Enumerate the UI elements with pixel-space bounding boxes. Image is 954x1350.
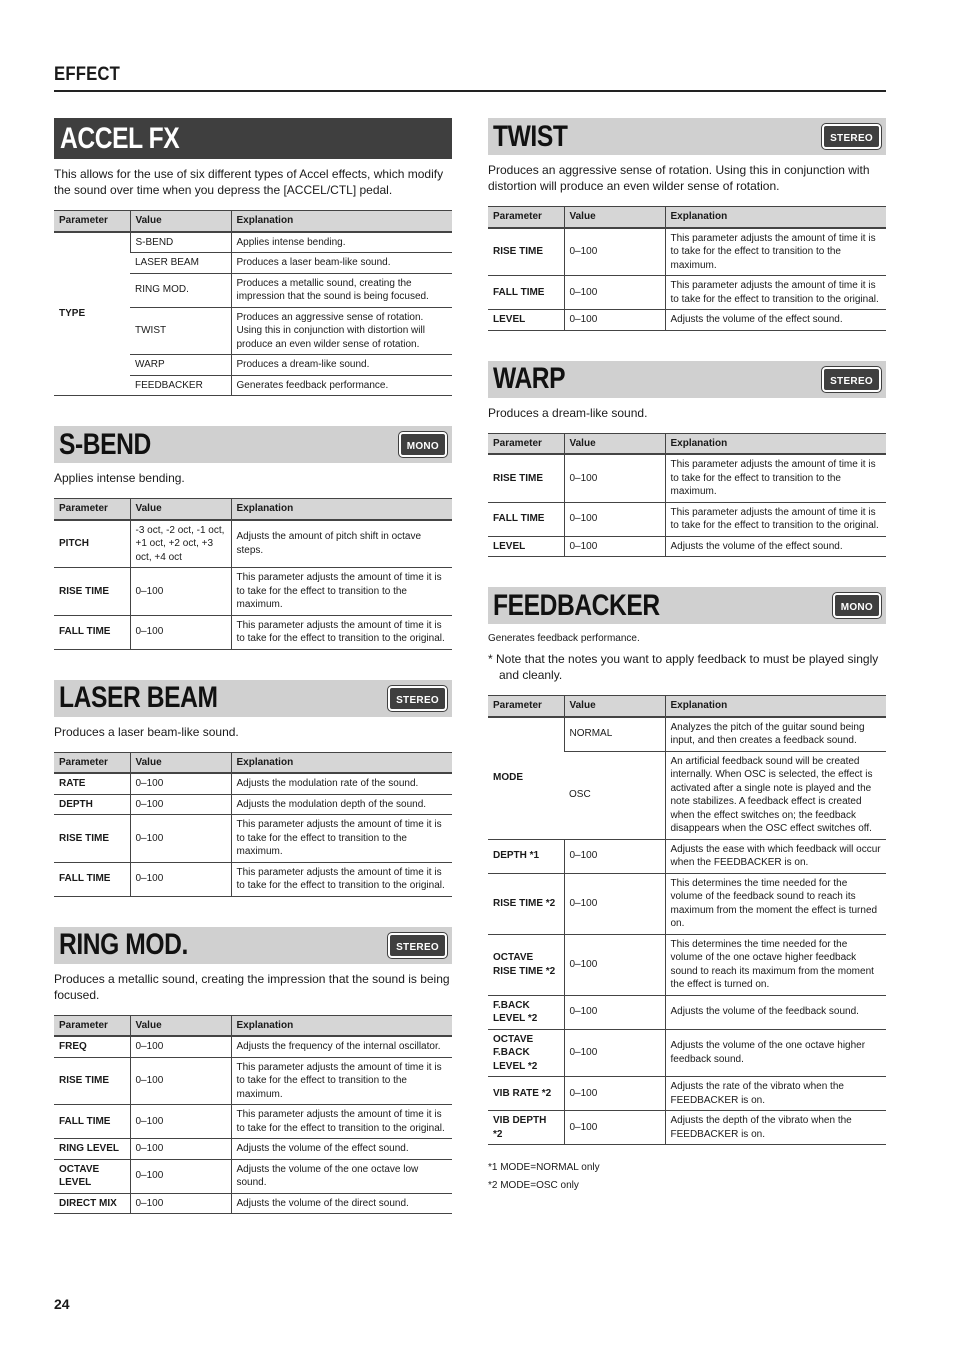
col-header-explanation: Explanation: [231, 1015, 452, 1036]
parameter-cell: F.BACK LEVEL *2: [488, 995, 564, 1029]
parameter-cell: OCTAVE LEVEL: [54, 1159, 130, 1193]
table-row: [54, 1193, 452, 1214]
parameter-cell: LEVEL: [488, 310, 564, 331]
value-cell: 0–100: [564, 454, 665, 502]
col-header-value: Value: [564, 696, 665, 717]
table-row: [488, 1029, 886, 1077]
explanation-cell: This parameter adjusts the amount of time it is to take for the effect to transition to the original.: [231, 615, 452, 649]
table-row: [488, 839, 886, 873]
parameter-cell: TYPE: [54, 232, 130, 396]
col-header-explanation: Explanation: [665, 433, 886, 454]
table-row: [54, 773, 452, 794]
parameter-cell: RISE TIME: [488, 228, 564, 276]
value-cell: 0–100: [130, 815, 231, 863]
parameter-cell: RATE: [54, 773, 130, 794]
col-header-value: Value: [564, 433, 665, 454]
value-cell: 0–100: [564, 536, 665, 557]
parameter-cell: OCTAVE F.BACK LEVEL *2: [488, 1029, 564, 1077]
explanation-cell: Adjusts the frequency of the internal oscillator.: [231, 1036, 452, 1057]
explanation-cell: This parameter adjusts the amount of time it is to take for the effect to transition to the original.: [231, 862, 452, 896]
value-cell: 0–100: [130, 615, 231, 649]
explanation-cell: This parameter adjusts the amount of time it is to take for the effect to transition to the original.: [665, 502, 886, 536]
feedbacker-table: [488, 695, 886, 1145]
table-row: [488, 995, 886, 1029]
parameter-cell: OCTAVE RISE TIME *2: [488, 934, 564, 995]
section-title: ACCEL FX: [60, 121, 180, 155]
section-description: Generates feedback performance.: [488, 633, 640, 644]
section-heading: [488, 361, 886, 398]
explanation-cell: Generates feedback performance.: [231, 375, 452, 396]
section-title: RING MOD.: [59, 928, 188, 961]
chapter-title: EFFECT: [54, 64, 121, 85]
table-row: [488, 1111, 886, 1145]
table-row: [488, 276, 886, 310]
value-cell: 0–100: [130, 794, 231, 815]
stereo-badge: STEREO: [388, 686, 447, 711]
parameter-cell: FALL TIME: [54, 1105, 130, 1139]
explanation-cell: Adjusts the volume of the feedback sound.: [665, 995, 886, 1029]
table-row: [54, 815, 452, 863]
laser-beam-table: [54, 752, 452, 897]
table-row: [488, 310, 886, 331]
explanation-cell: This parameter adjusts the amount of time it is to take for the effect to transition to the maximum.: [231, 815, 452, 863]
value-cell: 0–100: [564, 310, 665, 331]
effect-header: [54, 64, 886, 92]
explanation-cell: Adjusts the rate of the vibrato when the FEEDBACKER is on.: [665, 1077, 886, 1111]
value-cell: 0–100: [564, 276, 665, 310]
mono-badge: MONO: [833, 593, 881, 618]
parameter-cell: RISE TIME: [54, 815, 130, 863]
col-header-parameter: Parameter: [54, 752, 130, 773]
parameter-cell: DIRECT MIX: [54, 1193, 130, 1214]
mono-badge: MONO: [399, 432, 447, 457]
section-description: Produces a laser beam-like sound.: [54, 724, 239, 739]
value-cell: WARP: [130, 355, 231, 376]
table-row: [488, 934, 886, 995]
value-cell: 0–100: [564, 1077, 665, 1111]
table-row: [488, 228, 886, 276]
value-cell: 0–100: [564, 1029, 665, 1077]
section-heading: [54, 680, 452, 717]
left-column: [54, 118, 452, 1244]
explanation-cell: Adjusts the depth of the vibrato when the FEEDBACKER is on.: [665, 1111, 886, 1145]
explanation-cell: This parameter adjusts the amount of time it is to take for the effect to transition to the maximum.: [665, 454, 886, 502]
col-header-parameter: Parameter: [54, 211, 130, 232]
explanation-cell: Adjusts the modulation rate of the sound.: [231, 773, 452, 794]
right-column: [488, 118, 886, 1225]
value-cell: 0–100: [130, 568, 231, 616]
stereo-badge: STEREO: [822, 124, 881, 149]
parameter-cell: FALL TIME: [54, 862, 130, 896]
value-cell: LASER BEAM: [130, 253, 231, 274]
explanation-cell: Adjusts the volume of the one octave low sound.: [231, 1159, 452, 1193]
page-number: 24: [54, 1296, 70, 1312]
stereo-badge: STEREO: [822, 367, 881, 392]
parameter-cell: RISE TIME: [54, 1057, 130, 1105]
explanation-cell: This parameter adjusts the amount of time it is to take for the effect to transition to the original.: [231, 1105, 452, 1139]
table-row: [54, 1139, 452, 1160]
col-header-value: Value: [130, 752, 231, 773]
value-cell: -3 oct, -2 oct, -1 oct, +1 oct, +2 oct, +3 oct, +4 oct: [130, 520, 231, 568]
ring-mod-table: [54, 1015, 452, 1215]
section-heading: [54, 426, 452, 463]
accel-fx-section: [54, 118, 452, 396]
parameter-cell: VIB RATE *2: [488, 1077, 564, 1111]
explanation-cell: This determines the time needed for the volume of the one octave higher feedback sound to reach its maximum from the moment the effect is turned on.: [665, 934, 886, 995]
explanation-cell: Adjusts the volume of the direct sound.: [231, 1193, 452, 1214]
table-row: [54, 794, 452, 815]
twist-section: [488, 118, 886, 331]
explanation-cell: Adjusts the ease with which feedback will occur when the FEEDBACKER is on.: [665, 839, 886, 873]
parameter-cell: DEPTH: [54, 794, 130, 815]
ring-mod-section: [54, 927, 452, 1215]
warp-section: [488, 361, 886, 558]
value-cell: 0–100: [564, 1111, 665, 1145]
table-row: [488, 536, 886, 557]
section-heading: [54, 927, 452, 964]
table-row: [54, 520, 452, 568]
explanation-cell: Adjusts the amount of pitch shift in octave steps.: [231, 520, 452, 568]
explanation-cell: Produces an aggressive sense of rotation. Using this in conjunction with distortion will produce an even wilder sense of rotation.: [231, 307, 452, 355]
section-heading: [488, 118, 886, 155]
parameter-cell: FALL TIME: [54, 615, 130, 649]
explanation-cell: Analyzes the pitch of the guitar sound being input, and then creates a feedback sound.: [665, 717, 886, 752]
col-header-explanation: Explanation: [231, 211, 452, 232]
table-row: [54, 568, 452, 616]
explanation-cell: Produces a dream-like sound.: [231, 355, 452, 376]
value-cell: 0–100: [564, 839, 665, 873]
twist-table: [488, 206, 886, 331]
value-cell: 0–100: [564, 995, 665, 1029]
parameter-cell: MODE: [488, 717, 564, 840]
section-description: Produces an aggressive sense of rotation. Using this in conjunction with distortion will produce an even wilder sense of rotation.: [488, 163, 870, 193]
value-cell: 0–100: [564, 873, 665, 934]
col-header-parameter: Parameter: [488, 207, 564, 228]
value-cell: 0–100: [130, 862, 231, 896]
explanation-cell: This determines the time needed for the volume of the feedback sound to reach its maximum from the moment the effect is turned on.: [665, 873, 886, 934]
feedback-note: * Note that the notes you want to apply feedback to must be played singly and cleanly.: [488, 652, 879, 682]
explanation-cell: Applies intense bending.: [231, 232, 452, 253]
value-cell: 0–100: [130, 1193, 231, 1214]
col-header-explanation: Explanation: [231, 752, 452, 773]
col-header-value: Value: [130, 1015, 231, 1036]
section-title: LASER BEAM: [59, 681, 218, 714]
explanation-cell: Produces a laser beam-like sound.: [231, 253, 452, 274]
explanation-cell: This parameter adjusts the amount of time it is to take for the effect to transition to the maximum.: [231, 1057, 452, 1105]
col-header-value: Value: [130, 211, 231, 232]
parameter-cell: RING LEVEL: [54, 1139, 130, 1160]
footnote: *2 MODE=OSC only: [488, 1180, 579, 1191]
col-header-value: Value: [130, 499, 231, 520]
parameter-cell: PITCH: [54, 520, 130, 568]
explanation-cell: Produces a metallic sound, creating the impression that the sound is being focused.: [231, 273, 452, 307]
warp-table: [488, 433, 886, 558]
explanation-cell: This parameter adjusts the amount of time it is to take for the effect to transition to the maximum.: [231, 568, 452, 616]
parameter-cell: RISE TIME: [54, 568, 130, 616]
table-row: [54, 1057, 452, 1105]
value-cell: 0–100: [130, 1057, 231, 1105]
explanation-cell: This parameter adjusts the amount of time it is to take for the effect to transition to the maximum.: [665, 228, 886, 276]
section-description: Produces a metallic sound, creating the impression that the sound is being focused.: [54, 971, 450, 1002]
value-cell: 0–100: [130, 1036, 231, 1057]
accel-fx-table: [54, 210, 452, 396]
value-cell: TWIST: [130, 307, 231, 355]
s-bend-table: [54, 498, 452, 650]
section-title: FEEDBACKER: [493, 588, 660, 622]
table-row: [54, 232, 452, 253]
section-heading: [54, 118, 452, 159]
explanation-cell: Adjusts the volume of the one octave higher feedback sound.: [665, 1029, 886, 1077]
value-cell: 0–100: [130, 1105, 231, 1139]
col-header-parameter: Parameter: [488, 696, 564, 717]
explanation-cell: Adjusts the volume of the effect sound.: [231, 1139, 452, 1160]
value-cell: S-BEND: [130, 232, 231, 253]
parameter-cell: LEVEL: [488, 536, 564, 557]
section-heading: [488, 587, 886, 624]
table-row: [54, 862, 452, 896]
laser-beam-section: [54, 680, 452, 897]
table-row: [54, 1036, 452, 1057]
parameter-cell: RISE TIME *2: [488, 873, 564, 934]
parameter-cell: DEPTH *1: [488, 839, 564, 873]
col-header-explanation: Explanation: [665, 207, 886, 228]
table-row: [488, 454, 886, 502]
footnotes: [488, 1159, 886, 1195]
table-row: [488, 502, 886, 536]
value-cell: 0–100: [130, 773, 231, 794]
col-header-parameter: Parameter: [54, 499, 130, 520]
explanation-cell: Adjusts the volume of the effect sound.: [665, 536, 886, 557]
col-header-parameter: Parameter: [54, 1015, 130, 1036]
col-header-explanation: Explanation: [231, 499, 452, 520]
explanation-cell: Adjusts the volume of the effect sound.: [665, 310, 886, 331]
col-header-explanation: Explanation: [665, 696, 886, 717]
table-row: [488, 717, 886, 752]
parameter-cell: FALL TIME: [488, 276, 564, 310]
section-description: Produces a dream-like sound.: [488, 405, 648, 420]
value-cell: OSC: [564, 751, 665, 839]
col-header-value: Value: [564, 207, 665, 228]
section-description: Applies intense bending.: [54, 471, 185, 485]
stereo-badge: STEREO: [388, 933, 447, 958]
section-title: TWIST: [493, 119, 568, 153]
explanation-cell: This parameter adjusts the amount of time it is to take for the effect to transition to the original.: [665, 276, 886, 310]
section-title: S-BEND: [59, 427, 151, 461]
explanation-cell: Adjusts the modulation depth of the sound.: [231, 794, 452, 815]
s-bend-section: [54, 426, 452, 650]
value-cell: 0–100: [564, 934, 665, 995]
section-description: This allows for the use of six different types of Accel effects, which modify the sound over time when you depress the [ACCEL/CTL] pedal.: [54, 167, 444, 197]
table-row: [488, 873, 886, 934]
value-cell: 0–100: [564, 502, 665, 536]
section-title: WARP: [493, 362, 566, 395]
value-cell: 0–100: [130, 1139, 231, 1160]
feedbacker-section: [488, 587, 886, 1195]
table-row: [54, 1105, 452, 1139]
value-cell: FEEDBACKER: [130, 375, 231, 396]
parameter-cell: FALL TIME: [488, 502, 564, 536]
footnote: *1 MODE=NORMAL only: [488, 1162, 600, 1173]
parameter-cell: FREQ: [54, 1036, 130, 1057]
table-row: [488, 1077, 886, 1111]
parameter-cell: RISE TIME: [488, 454, 564, 502]
value-cell: 0–100: [130, 1159, 231, 1193]
explanation-cell: An artificial feedback sound will be created internally. When OSC is selected, the effect is activated after a single note is played and the note stabilizes. A feedback effect is created when the effect switches on; the feedback disappears when the OSC effect switches off.: [665, 751, 886, 839]
table-row: [54, 1159, 452, 1193]
value-cell: NORMAL: [564, 717, 665, 752]
parameter-cell: VIB DEPTH *2: [488, 1111, 564, 1145]
value-cell: 0–100: [564, 228, 665, 276]
col-header-parameter: Parameter: [488, 433, 564, 454]
table-row: [54, 615, 452, 649]
value-cell: RING MOD.: [130, 273, 231, 307]
